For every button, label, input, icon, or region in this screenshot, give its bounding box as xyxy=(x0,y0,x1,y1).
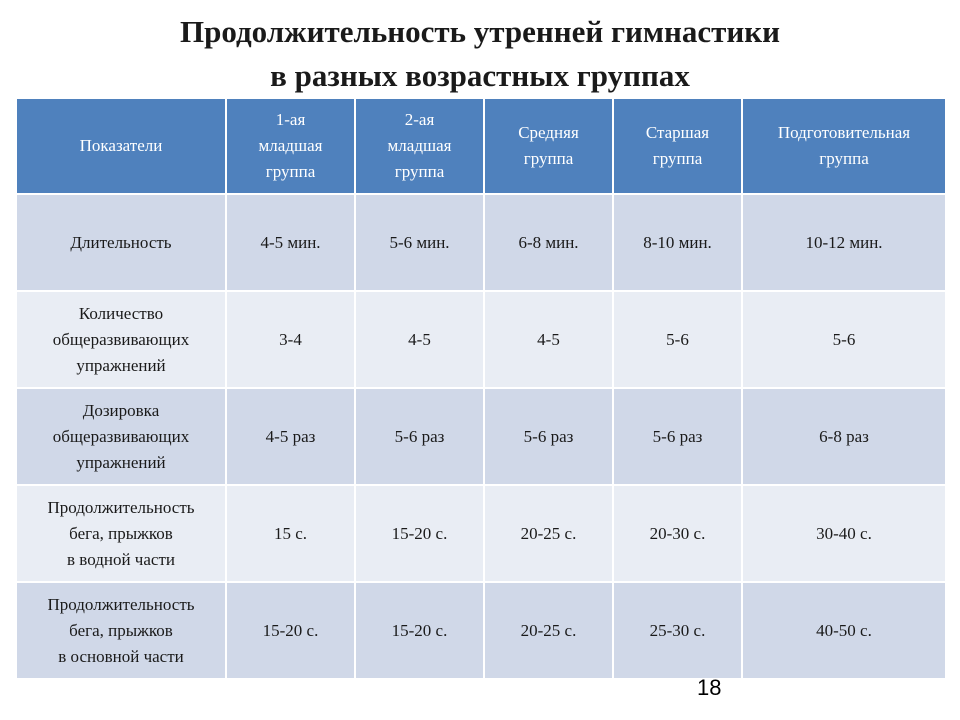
table-cell: 5-6 мин. xyxy=(355,194,484,291)
table-cell: 5-6 раз xyxy=(613,388,742,485)
page-number: 18 xyxy=(697,675,722,700)
table-cell: 5-6 раз xyxy=(484,388,613,485)
table-cell: 5-6 раз xyxy=(355,388,484,485)
table-cell: 4-5 мин. xyxy=(226,194,355,291)
header-indicators: Показатели xyxy=(16,98,226,194)
table-cell: 15 с. xyxy=(226,485,355,582)
table-cell: 15-20 с. xyxy=(355,485,484,582)
table-cell: 10-12 мин. xyxy=(742,194,946,291)
title-line-2: в разных возрастных группах xyxy=(270,58,690,93)
table-row xyxy=(16,388,946,485)
table-header-row xyxy=(16,98,946,194)
page-title xyxy=(0,10,960,98)
table-cell: 30-40 с. xyxy=(742,485,946,582)
row-label: Продолжительность бега, прыжков в основной части xyxy=(16,582,226,679)
header-first-junior-group: 1-ая младшая группа xyxy=(226,98,355,194)
gymnastics-duration-table xyxy=(15,97,947,680)
table-cell: 3-4 xyxy=(226,291,355,388)
table-cell: 6-8 раз xyxy=(742,388,946,485)
table-cell: 4-5 раз xyxy=(226,388,355,485)
table-cell: 25-30 с. xyxy=(613,582,742,679)
row-label: Количество общеразвивающих упражнений xyxy=(16,291,226,388)
header-preparatory-group: Подготовительная группа xyxy=(742,98,946,194)
row-label: Длительность xyxy=(16,194,226,291)
table-cell: 15-20 с. xyxy=(226,582,355,679)
table-cell: 15-20 с. xyxy=(355,582,484,679)
table-cell: 20-25 с. xyxy=(484,485,613,582)
header-middle-group: Средняя группа xyxy=(484,98,613,194)
table-row xyxy=(16,194,946,291)
table-cell: 20-25 с. xyxy=(484,582,613,679)
table-cell: 8-10 мин. xyxy=(613,194,742,291)
header-senior-group: Старшая группа xyxy=(613,98,742,194)
table-cell: 40-50 с. xyxy=(742,582,946,679)
table-cell: 6-8 мин. xyxy=(484,194,613,291)
table-cell: 4-5 xyxy=(484,291,613,388)
table-cell: 5-6 xyxy=(613,291,742,388)
title-line-1: Продолжительность утренней гимнастики xyxy=(180,14,780,49)
header-second-junior-group: 2-ая младшая группа xyxy=(355,98,484,194)
table-row xyxy=(16,582,946,679)
table-cell: 4-5 xyxy=(355,291,484,388)
table-row xyxy=(16,291,946,388)
table-cell: 20-30 с. xyxy=(613,485,742,582)
row-label: Дозировка общеразвивающих упражнений xyxy=(16,388,226,485)
table-cell: 5-6 xyxy=(742,291,946,388)
table-row xyxy=(16,485,946,582)
row-label: Продолжительность бега, прыжков в водной части xyxy=(16,485,226,582)
